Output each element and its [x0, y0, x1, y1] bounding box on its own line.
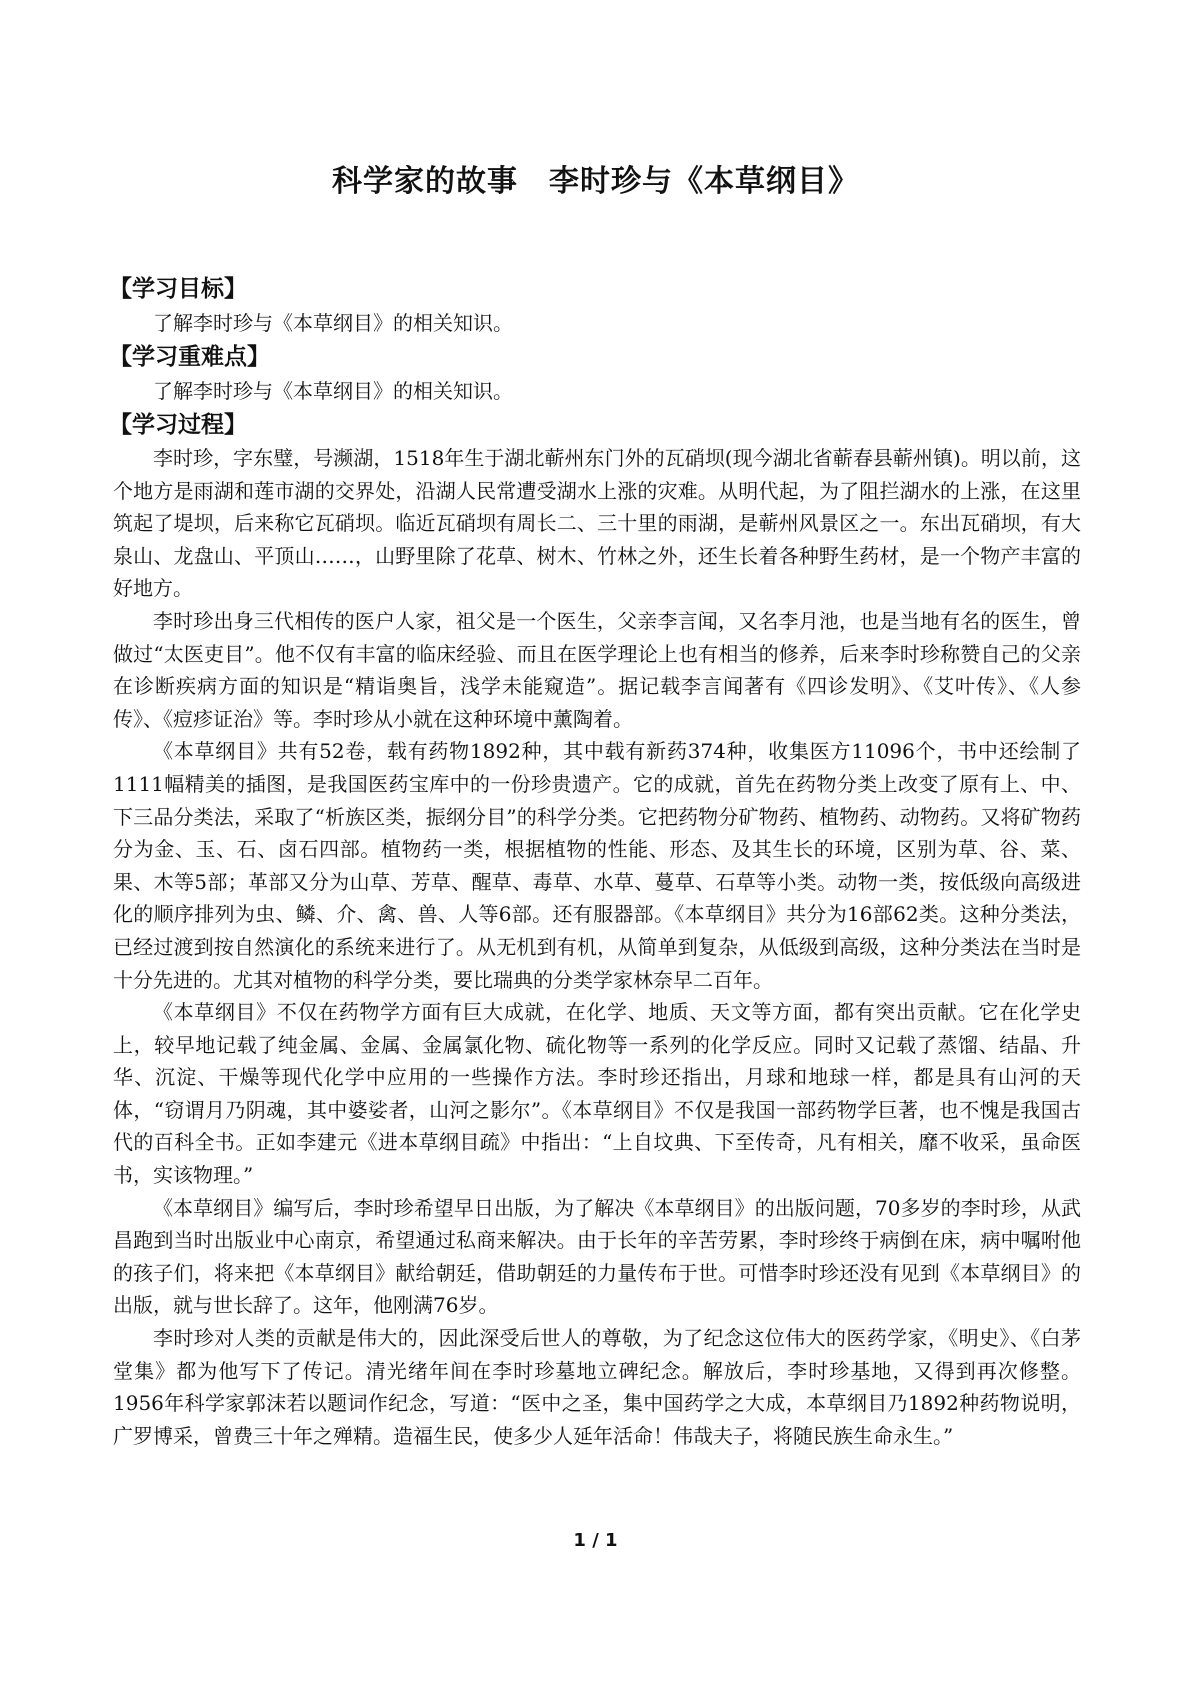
process-paragraph-1: 李时珍，字东璧，号濒湖，1518年生于湖北蕲州东门外的瓦硝坝(现今湖北省蕲春县蕲州镇)。明以前，这个地方是雨湖和莲市湖的交界处，沿湖人民常遭受湖水上涨的灾难。从明代起，为了阻拦湖水的上涨，在这里筑起了堤坝，后来称它瓦硝坝。临近瓦硝坝有周长二、三十里的雨湖，是蕲州风景区之一。东出瓦硝坝，有大泉山、龙盘山、平顶山……，山野里除了花草、树木、竹林之外，还生长着各种野生药材，是一个物产丰富的好地方。	[113, 446, 1081, 601]
key-points-paragraph: 了解李时珍与《本草纲目》的相关知识。	[153, 379, 513, 403]
section-process	[109, 408, 1081, 1452]
section-key-points	[109, 340, 1081, 408]
process-paragraph-6: 李时珍对人类的贡献是伟大的，因此深受后世人的尊敬，为了纪念这位伟大的医药学家，《明史》、《白茅堂集》都为他写下了传记。清光绪年间在李时珍墓地立碑纪念。解放后，李时珍基地，又得到再次修整。1956年科学家郭沫若以题词作纪念，写道：“医中之圣，集中国药学之大成，本草纲目乃1892种药物说明，广罗博采，曾费三十年之殚精。造福生民，使多少人延年活命！伟哉夫子，将随民族生命永生。”	[113, 1326, 1081, 1448]
objectives-paragraph: 了解李时珍与《本草纲目》的相关知识。	[153, 311, 513, 335]
process-paragraph-4: 《本草纲目》不仅在药物学方面有巨大成就，在化学、地质、天文等方面，都有突出贡献。它在化学史上，较早地记载了纯金属、金属、金属氯化物、硫化物等一系列的化学反应。同时又记载了蒸馏、结晶、升华、沉淀、干燥等现代化学中应用的一些操作方法。李时珍还指出，月球和地球一样，都是具有山河的天体，“窃谓月乃阴魂，其中婆娑者，山河之影尔”。《本草纲目》不仅是我国一部药物学巨著，也不愧是我国古代的百科全书。正如李建元《进本草纲目疏》中指出：“上自坟典、下至传奇，凡有相关，靡不收采，虽命医书，实该物理。”	[113, 1000, 1081, 1188]
document-title: 科学家的故事 李时珍与《本草纲目》	[332, 164, 859, 199]
process-paragraph-3: 《本草纲目》共有52卷，载有药物1892种，其中载有新药374种，收集医方11096个，书中还绘制了1111幅精美的插图，是我国医药宝库中的一份珍贵遗产。它的成就，首先在药物分类上改变了原有上、中、下三品分类法，采取了“析族区类，振纲分目”的科学分类。它把药物分矿物药、植物药、动物药。又将矿物药分为金、玉、石、卤石四部。植物药一类，根据植物的性能、形态、及其生长的环境，区别为草、谷、菜、果、木等5部；革部又分为山草、芳草、醒草、毒草、水草、蔓草、石草等小类。动物一类，按低级向高级进化的顺序排列为虫、鳞、介、禽、兽、人等6部。还有服器部。《本草纲目》共分为16部62类。这种分类法，已经过渡到按自然演化的系统来进行了。从无机到有机，从简单到复杂，从低级到高级，这种分类法在当时是十分先进的。尤其对植物的科学分类，要比瑞典的分类学家林奈早二百年。	[113, 739, 1081, 992]
section-heading-process: 【学习过程】	[109, 411, 247, 438]
process-paragraph-5: 《本草纲目》编写后，李时珍希望早日出版，为了解决《本草纲目》的出版问题，70多岁的李时珍，从武昌跑到当时出版业中心南京，希望通过私商来解决。由于长年的辛苦劳累，李时珍终于病倒在床，病中嘱咐他的孩子们，将来把《本草纲目》献给朝廷，借助朝廷的力量传布于世。可惜李时珍还没有见到《本草纲目》的出版，就与世长辞了。这年，他刚满76岁。	[113, 1195, 1081, 1318]
process-paragraph-2: 李时珍出身三代相传的医户人家，祖父是一个医生，父亲李言闻，又名李月池，也是当地有名的医生，曾做过“太医吏目”。他不仅有丰富的临床经验、而且在医学理论上也有相当的修养，后来李时珍称赞自己的父亲在诊断疾病方面的知识是“精诣奥旨，浅学未能窥造”。据记载李言闻著有《四诊发明》、《艾叶传》、《人参传》、《痘疹证治》等。李时珍从小就在这种环境中薰陶着。	[113, 608, 1081, 731]
document-body	[109, 272, 1081, 1452]
section-objectives	[109, 272, 1081, 340]
section-heading-objectives: 【学习目标】	[109, 275, 247, 302]
page-number: 1 / 1	[573, 1530, 618, 1551]
section-heading-key-points: 【学习重难点】	[109, 343, 270, 370]
